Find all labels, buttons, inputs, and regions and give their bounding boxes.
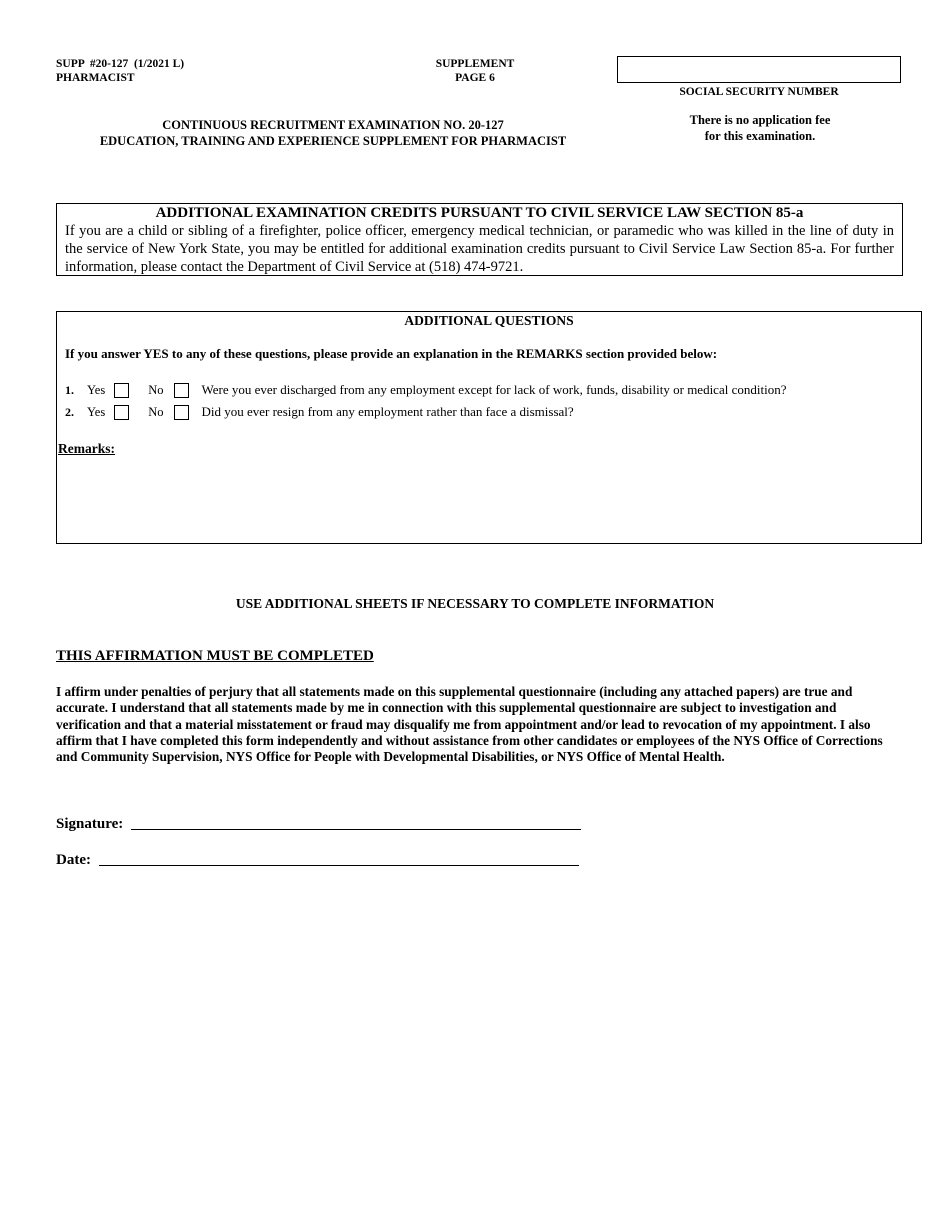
- no-label: No: [148, 382, 164, 397]
- form-title-short: PHARMACIST: [56, 72, 135, 84]
- question-number: 1.: [65, 382, 74, 397]
- signature-line[interactable]: [131, 828, 581, 830]
- form-id: SUPP #20-127 (1/2021 L): [56, 58, 185, 70]
- yes-label: Yes: [87, 382, 106, 397]
- remarks-field[interactable]: [58, 462, 918, 540]
- question-row: [65, 403, 574, 421]
- fee-note-line2: for this examination.: [704, 129, 816, 143]
- form-header-left: [56, 57, 184, 85]
- use-additional-sheets-note: USE ADDITIONAL SHEETS IF NECESSARY TO COMPLETE INFORMATION: [235, 596, 715, 611]
- credits-body: If you are a child or sibling of a firefighter, police officer, emergency medical technician, or paramedic who was killed in the line of duty in the service of New York State, you may be entitled for additional examination credits pursuant to Civil Service Law Section 85-a. For further information, please contact the Department of Civil Service at (518) 474-9721.: [65, 223, 894, 275]
- date-row: [56, 852, 579, 869]
- signature-row: [56, 816, 581, 833]
- yes-label: Yes: [87, 404, 106, 419]
- remarks-label: Remarks:: [58, 441, 115, 456]
- exam-title-line2: EDUCATION, TRAINING AND EXPERIENCE SUPPLEMENT FOR PHARMACIST: [99, 134, 567, 148]
- supplement-label: SUPPLEMENT: [435, 58, 515, 70]
- page-number: PAGE 6: [455, 72, 495, 84]
- question-text: Were you ever discharged from any employment except for lack of work, funds, disability or medical condition?: [201, 382, 787, 397]
- q1-no-checkbox[interactable]: [174, 383, 189, 398]
- question-number: 2.: [65, 404, 74, 419]
- date-label: Date:: [56, 852, 91, 868]
- question-text: Did you ever resign from any employment rather than face a dismissal?: [201, 404, 574, 419]
- ssn-label: SOCIAL SECURITY NUMBER: [679, 86, 839, 98]
- signature-label: Signature:: [56, 816, 124, 832]
- form-header-center: [425, 57, 525, 85]
- q1-yes-checkbox[interactable]: [114, 383, 129, 398]
- additional-questions-heading: ADDITIONAL QUESTIONS: [404, 313, 574, 328]
- no-label: No: [148, 404, 164, 419]
- additional-questions-section: [56, 311, 922, 544]
- affirmation-heading: THIS AFFIRMATION MUST BE COMPLETED: [56, 648, 374, 664]
- affirmation-body: I affirm under penalties of perjury that all statements made on this supplemental questionnaire (including any attached papers) are true and accurate. I understand that all statements made by me in connection with this supplemental questionnaire are subject to investigation and verification and that a material misstatement or fraud may disqualify me from appointment and/or lead to revocation of my appointment. I also affirm that I have completed this form independently and without assistance from other candidates or employees of the NYS Office of Corrections and Community Supervision, NYS Office for People with Developmental Disabilities, or NYS Office of Mental Health.: [56, 684, 883, 765]
- q2-yes-checkbox[interactable]: [114, 405, 129, 420]
- ssn-input-box[interactable]: [617, 56, 901, 83]
- fee-note-line1: There is no application fee: [689, 113, 831, 127]
- q2-no-checkbox[interactable]: [174, 405, 189, 420]
- exam-title: [56, 117, 610, 149]
- fee-note: [650, 112, 870, 144]
- credits-section: [56, 203, 903, 276]
- exam-title-line1: CONTINUOUS RECRUITMENT EXAMINATION NO. 20-127: [162, 118, 504, 132]
- credits-heading: ADDITIONAL EXAMINATION CREDITS PURSUANT TO CIVIL SERVICE LAW SECTION 85-a: [155, 205, 804, 221]
- question-row: [65, 381, 786, 399]
- additional-questions-instruction: If you answer YES to any of these questions, please provide an explanation in the REMARKS section provided below:: [65, 346, 718, 361]
- date-line[interactable]: [99, 864, 579, 866]
